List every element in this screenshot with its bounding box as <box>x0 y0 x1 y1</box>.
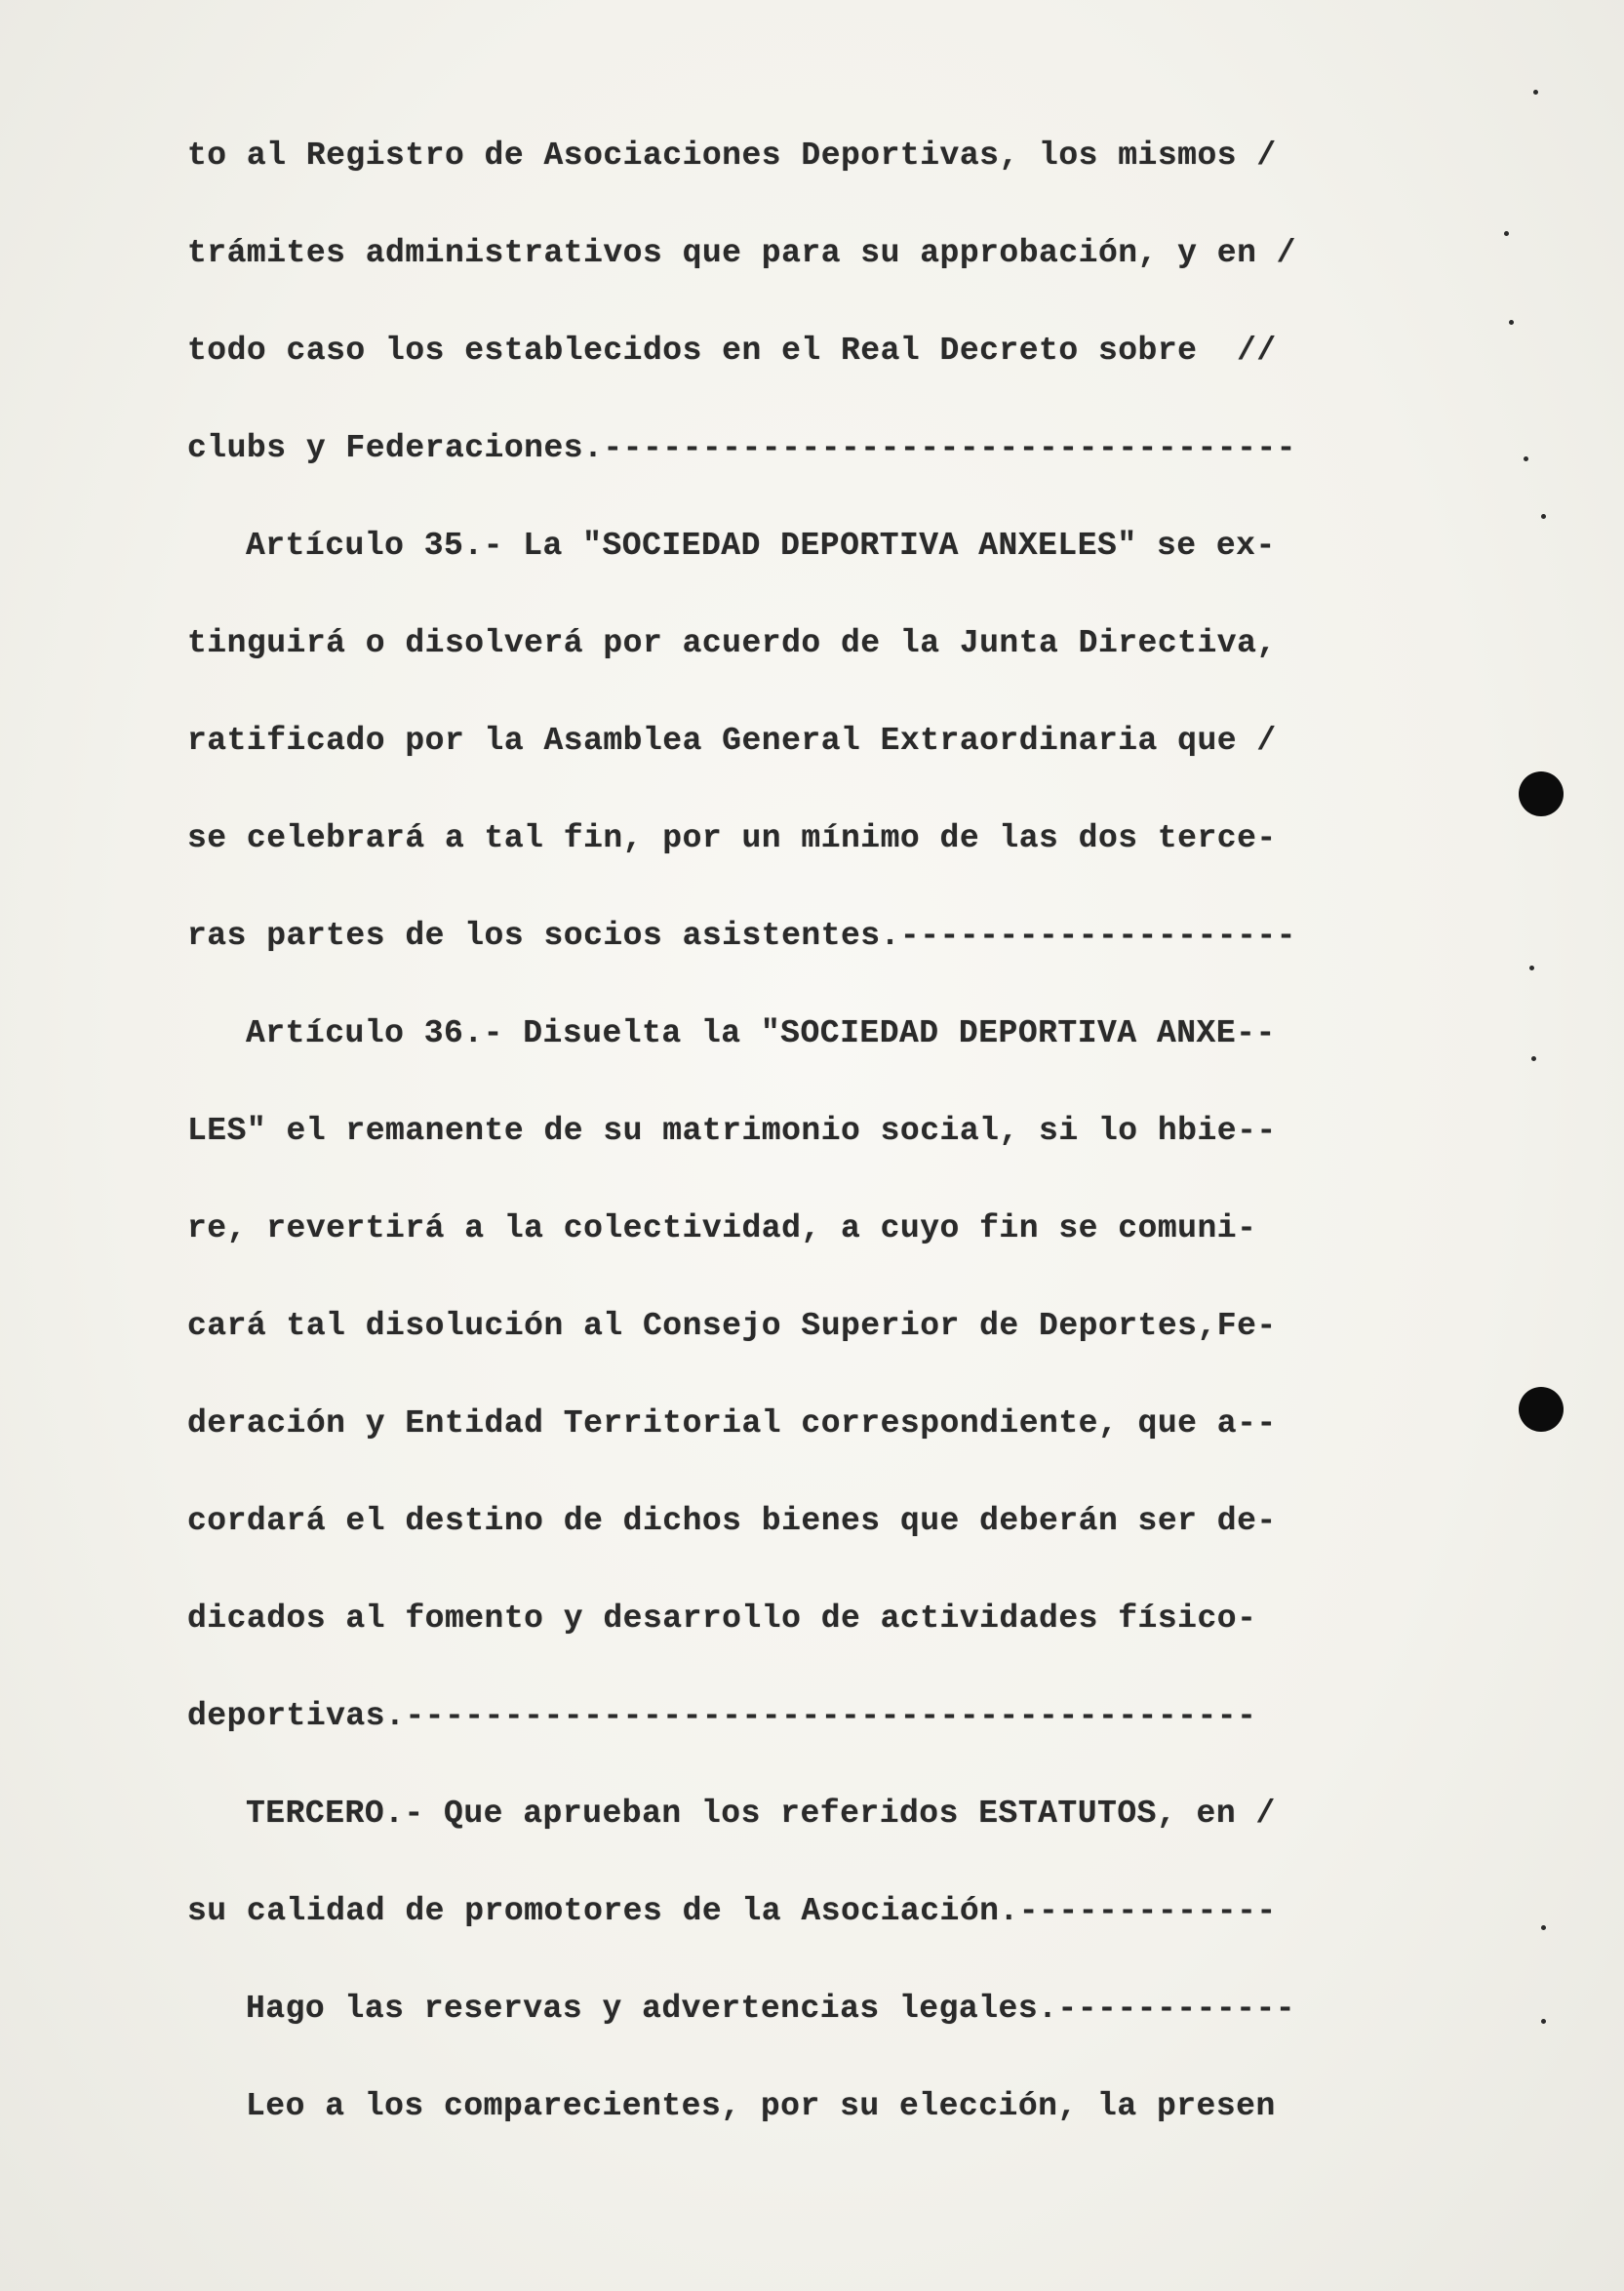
text-line: dicados al fomento y desarrollo de actividades físico- <box>187 1600 1257 1637</box>
text-line: deración y Entidad Territorial correspondiente, que a-- <box>187 1405 1277 1442</box>
text-line: ratificado por la Asamblea General Extraordinaria que / <box>187 723 1277 759</box>
margin-speck <box>1541 514 1546 519</box>
text-line: ras partes de los socios asistentes.-------------------- <box>187 918 1296 954</box>
punch-hole-bottom <box>1519 1387 1564 1432</box>
text-line: trámites administrativos que para su approbación, y en / <box>187 235 1296 271</box>
margin-speck <box>1529 966 1534 970</box>
margin-speck <box>1541 1925 1546 1930</box>
text-line: clubs y Federaciones.----------------------------------- <box>187 430 1296 466</box>
text-line: su calidad de promotores de la Asociación.------------- <box>187 1893 1277 1929</box>
text-line: cará tal disolución al Consejo Superior de Deportes,Fe- <box>187 1308 1277 1344</box>
text-line: se celebrará a tal fin, por un mínimo de las dos terce- <box>187 820 1277 856</box>
text-line: LES" el remanente de su matrimonio social, si lo hbie-- <box>187 1113 1277 1149</box>
article-35-heading-line: Artículo 35.- La "SOCIEDAD DEPORTIVA ANXELES" se ex- <box>246 528 1276 564</box>
text-line: to al Registro de Asociaciones Deportivas, los mismos / <box>187 138 1277 174</box>
margin-speck <box>1531 1056 1536 1061</box>
punch-hole-top <box>1519 771 1564 816</box>
margin-speck <box>1504 231 1509 236</box>
margin-speck <box>1533 90 1538 95</box>
text-line: Hago las reservas y advertencias legales.------------ <box>246 1991 1296 2027</box>
margin-speck <box>1541 2019 1546 2024</box>
text-line: re, revertirá a la colectividad, a cuyo fin se comuni- <box>187 1210 1257 1246</box>
text-line: deportivas.------------------------------------------- <box>187 1698 1257 1734</box>
text-line: Leo a los comparecientes, por su elección, la presen <box>246 2088 1276 2124</box>
margin-speck <box>1524 456 1528 461</box>
text-line: tinguirá o disolverá por acuerdo de la Junta Directiva, <box>187 625 1277 661</box>
tercero-heading-line: TERCERO.- Que aprueban los referidos ESTATUTOS, en / <box>246 1796 1276 1832</box>
text-line: todo caso los establecidos en el Real Decreto sobre // <box>187 333 1277 369</box>
article-36-heading-line: Artículo 36.- Disuelta la "SOCIEDAD DEPORTIVA ANXE-- <box>246 1015 1276 1051</box>
margin-speck <box>1509 320 1514 325</box>
text-line: cordará el destino de dichos bienes que deberán ser de- <box>187 1503 1277 1539</box>
